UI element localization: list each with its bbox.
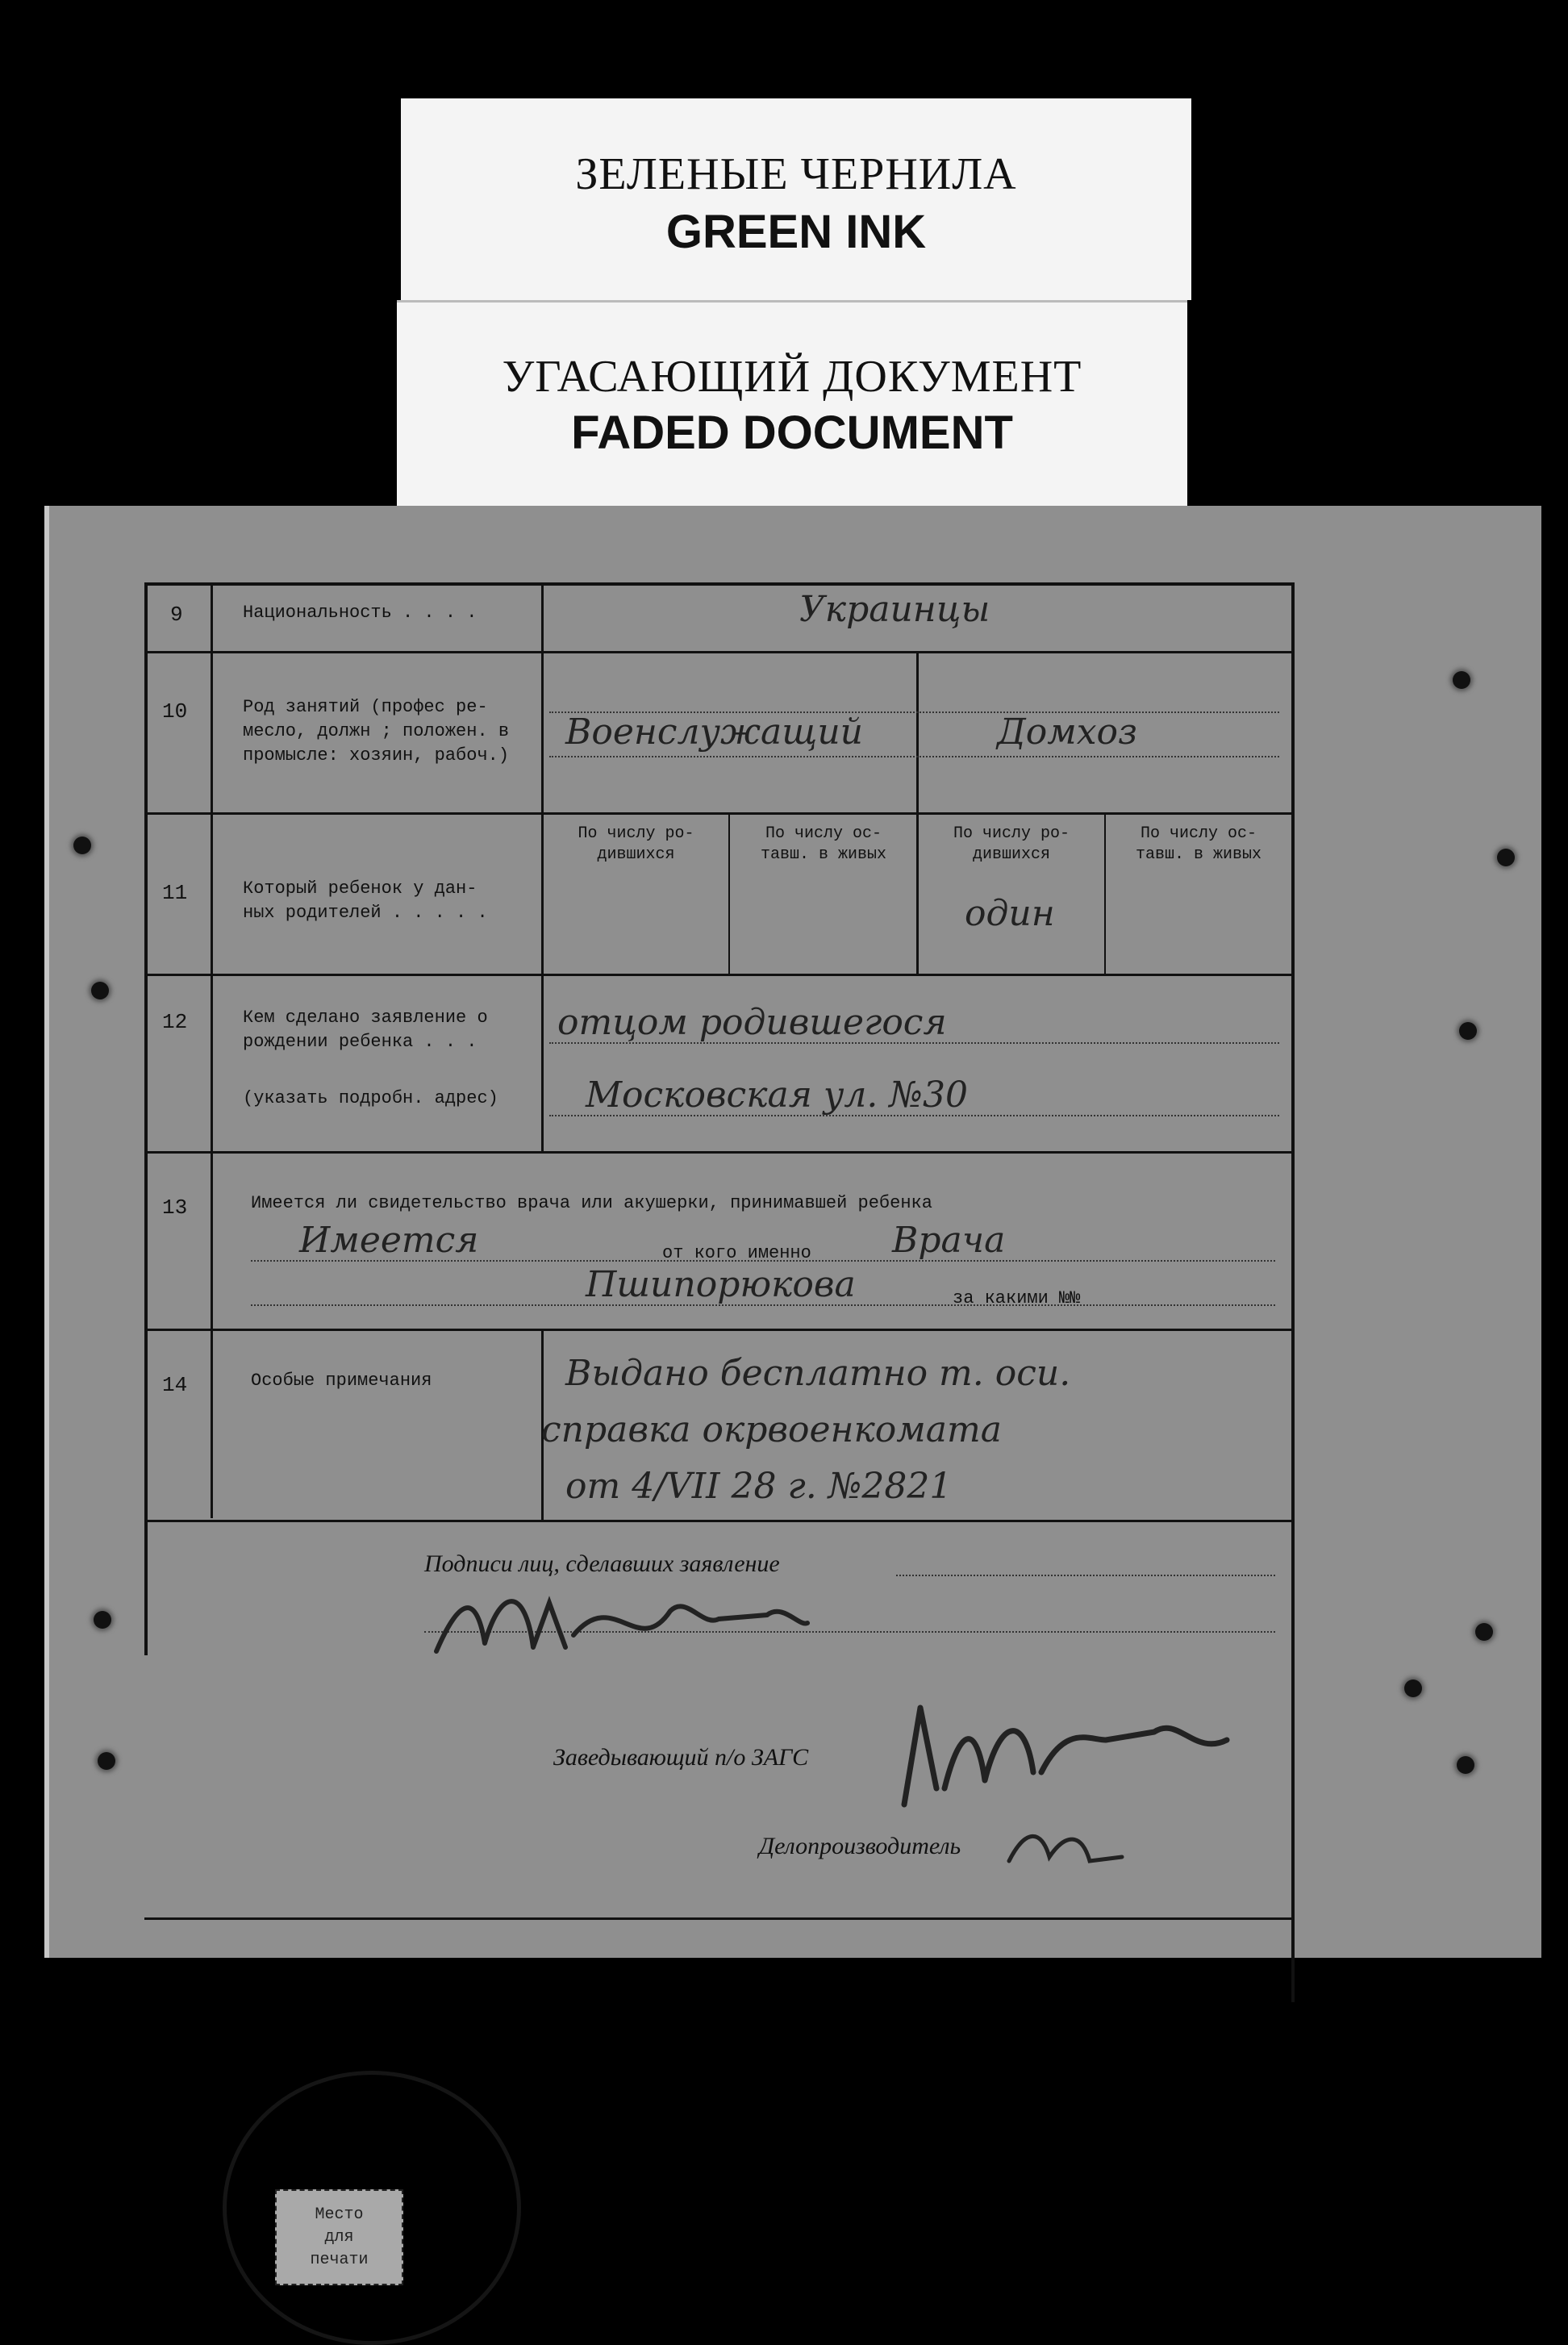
row-14-note-line2: справка окрвоенкомата <box>541 1409 1002 1450</box>
faded-document-label-card <box>397 300 1187 514</box>
parent-divider <box>916 651 919 974</box>
row-13-from-whom-value: Врача <box>892 1220 1006 1261</box>
row-12-label: Кем сделано заявление о рождении ребенка . . . <box>243 1008 488 1052</box>
row-13-number: 13 <box>162 1195 188 1220</box>
faded-document-en: FADED DOCUMENT <box>571 407 1013 459</box>
row-13-which-numbers-label: за какими №№ <box>953 1288 1081 1308</box>
row-11-number: 11 <box>162 881 188 905</box>
punch-hole <box>1497 849 1515 866</box>
row-14-note-line1: Выдано бесплатно т. оси. <box>565 1353 1071 1394</box>
row-line <box>144 1329 1295 1331</box>
punch-hole <box>98 1752 115 1770</box>
stamp-place-box <box>275 2189 403 2285</box>
faded-document-ru: УГАСАЮЩИЙ ДОКУМЕНТ <box>502 352 1082 402</box>
stamp-place-word-1: Место <box>315 2205 364 2224</box>
row-10-father-occupation: Военслужащий <box>565 711 863 753</box>
row-11-label: Который ребенок у дан- ных родителей . . . . . <box>243 878 488 923</box>
row-9-nationality-value: Украинцы <box>799 589 990 630</box>
row-11-col-born-father: По числу ро- дившихся <box>578 824 694 864</box>
stamp-place-word-2: для <box>324 2228 354 2247</box>
row-11-col-living-mother: По числу ос- тавш. в живых <box>1135 824 1262 864</box>
row-10-mother-occupation: Домхоз <box>997 711 1138 753</box>
row-13-label: Имеется ли свидетельство врача или акушерки, принимавшей ребенка <box>251 1193 932 1213</box>
punch-hole <box>1404 1679 1422 1697</box>
registry-head-signature <box>888 1692 1259 1813</box>
clerk-label: Делопроизводитель <box>759 1833 961 1859</box>
row-12-address-value: Московская ул. №30 <box>586 1074 968 1116</box>
label-column-divider <box>541 582 544 1151</box>
clerk-signature <box>1001 1821 1146 1877</box>
row-line <box>144 651 1295 653</box>
row-13-doctor-value: Пшипорюкова <box>586 1264 856 1305</box>
registry-head-label: Заведывающий п/о ЗАГС <box>553 1744 809 1771</box>
sub-divider <box>1104 812 1106 974</box>
row-line <box>144 812 1295 815</box>
row-line <box>144 1151 1295 1154</box>
sub-divider <box>728 812 730 974</box>
row-10-number: 10 <box>162 699 188 724</box>
punch-hole <box>1475 1623 1493 1641</box>
punch-hole <box>94 1611 111 1629</box>
row-14-label: Особые примечания <box>251 1371 432 1391</box>
row-10-label: Род занятий (профес ре- месло, должн ; положен. в промысле: хозяин, рабоч.) <box>243 697 510 766</box>
stamp-place-word-3: печати <box>310 2251 369 2269</box>
row-12-declarant-value: отцом родившегося <box>557 1002 947 1043</box>
punch-hole <box>73 837 91 854</box>
row-11-child-order-value: один <box>965 893 1055 934</box>
green-ink-ru: ЗЕЛЕНЫЕ ЧЕРНИЛА <box>575 149 1017 199</box>
table-right-border <box>1291 582 1295 2002</box>
green-ink-en: GREEN INK <box>665 206 927 258</box>
birth-record-sheet <box>44 506 1541 2269</box>
row-line <box>144 1520 1295 1522</box>
row-14-number: 14 <box>162 1373 188 1397</box>
signatures-label: Подписи лиц, сделавших заявление <box>424 1550 780 1577</box>
sheet-bottom-line <box>144 1917 1295 1920</box>
row-11-col-born-mother: По числу ро- дившихся <box>953 824 1070 864</box>
row-10-dotline <box>549 756 1279 757</box>
punch-hole <box>1459 1022 1477 1040</box>
punch-hole <box>1457 1756 1474 1774</box>
row-9-label: Национальность . . . . <box>243 603 477 623</box>
row-9-number: 9 <box>170 603 183 627</box>
table-left-border <box>144 582 148 1655</box>
row-13-from-whom-label: от кого именно <box>662 1243 811 1263</box>
row-14-note-line3: от 4/VII 28 г. №2821 <box>565 1466 953 1507</box>
green-ink-label-card <box>401 98 1191 300</box>
declarant-signature <box>428 1579 815 1667</box>
row-12-number: 12 <box>162 1010 188 1034</box>
row-13-answer-value: Имеется <box>299 1220 479 1261</box>
number-column-divider <box>211 582 213 1518</box>
signatures-line <box>896 1575 1275 1576</box>
punch-hole <box>91 982 109 999</box>
row-12-address-label: (указать подробн. адрес) <box>243 1088 498 1108</box>
punch-hole <box>1453 671 1470 689</box>
row-line <box>144 582 1295 586</box>
row-line <box>144 974 1295 976</box>
row-11-col-living-father: По числу ос- тавш. в живых <box>760 824 887 864</box>
